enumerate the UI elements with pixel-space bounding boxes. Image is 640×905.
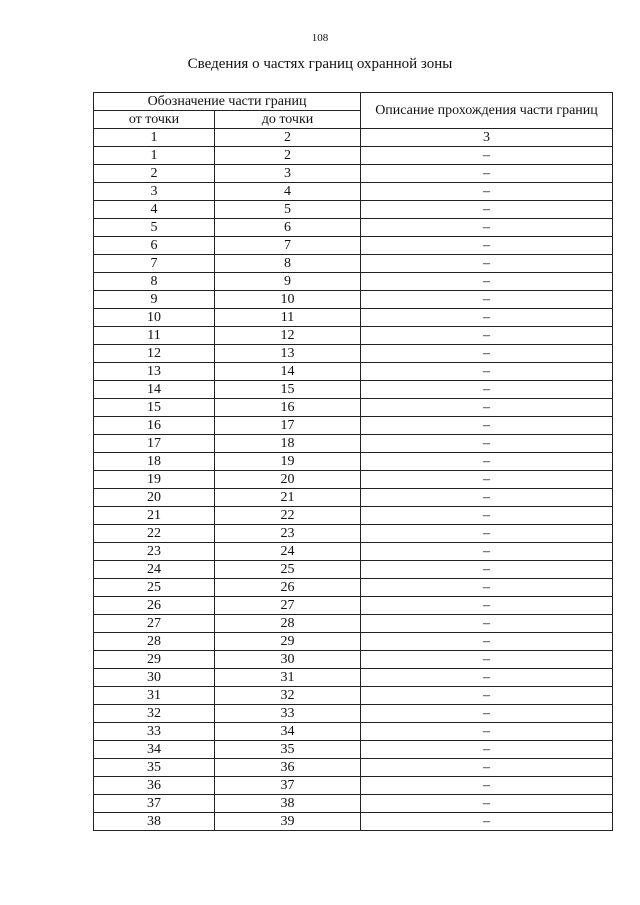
- table-row: [94, 489, 613, 507]
- cell-from-point: 15: [94, 399, 215, 417]
- table-row: [94, 381, 613, 399]
- cell-from-point: 4: [94, 201, 215, 219]
- table-row: [94, 183, 613, 201]
- cell-to-point: 12: [215, 327, 361, 345]
- table-row: [94, 363, 613, 381]
- cell-from-point: 29: [94, 651, 215, 669]
- cell-from-point: 2: [94, 165, 215, 183]
- table-header: [94, 93, 613, 129]
- cell-from-point: 5: [94, 219, 215, 237]
- table-row: [94, 237, 613, 255]
- cell-description: –: [361, 687, 613, 705]
- table-row: [94, 651, 613, 669]
- table-row: [94, 219, 613, 237]
- cell-to-point: 20: [215, 471, 361, 489]
- table-row: [94, 741, 613, 759]
- table-row: [94, 255, 613, 273]
- cell-to-point: 30: [215, 651, 361, 669]
- cell-to-point: 22: [215, 507, 361, 525]
- table-row: [94, 399, 613, 417]
- cell-from-point: 25: [94, 579, 215, 597]
- cell-from-point: 30: [94, 669, 215, 687]
- header-boundary-designation: Обозначение части границ: [94, 93, 361, 111]
- cell-from-point: 22: [94, 525, 215, 543]
- table-row: [94, 669, 613, 687]
- cell-description: –: [361, 543, 613, 561]
- cell-description: –: [361, 471, 613, 489]
- cell-description: –: [361, 597, 613, 615]
- cell-description: –: [361, 435, 613, 453]
- cell-to-point: 39: [215, 813, 361, 831]
- cell-from-point: 18: [94, 453, 215, 471]
- cell-to-point: 36: [215, 759, 361, 777]
- cell-description: –: [361, 291, 613, 309]
- header-description: Описание прохождения части границ: [361, 93, 613, 129]
- table-row: [94, 129, 613, 147]
- cell-from-point: 36: [94, 777, 215, 795]
- cell-from-point: 11: [94, 327, 215, 345]
- cell-description: –: [361, 381, 613, 399]
- cell-to-point: 2: [215, 129, 361, 147]
- cell-description: –: [361, 453, 613, 471]
- cell-description: –: [361, 813, 613, 831]
- cell-from-point: 12: [94, 345, 215, 363]
- cell-description: –: [361, 669, 613, 687]
- header-from-point: от точки: [94, 111, 215, 129]
- cell-to-point: 15: [215, 381, 361, 399]
- page-number: 108: [311, 32, 329, 44]
- cell-from-point: 35: [94, 759, 215, 777]
- cell-to-point: 3: [215, 165, 361, 183]
- cell-description: –: [361, 489, 613, 507]
- cell-from-point: 9: [94, 291, 215, 309]
- cell-to-point: 2: [215, 147, 361, 165]
- cell-description: –: [361, 165, 613, 183]
- cell-to-point: 33: [215, 705, 361, 723]
- cell-to-point: 31: [215, 669, 361, 687]
- cell-description: –: [361, 345, 613, 363]
- cell-description: –: [361, 363, 613, 381]
- table-row: [94, 615, 613, 633]
- table-row: [94, 633, 613, 651]
- cell-description: –: [361, 237, 613, 255]
- table-row: [94, 309, 613, 327]
- cell-from-point: 16: [94, 417, 215, 435]
- cell-description: –: [361, 651, 613, 669]
- cell-to-point: 17: [215, 417, 361, 435]
- table-body: [94, 129, 613, 831]
- table-row: [94, 147, 613, 165]
- cell-from-point: 1: [94, 147, 215, 165]
- cell-description: –: [361, 579, 613, 597]
- table-row: [94, 345, 613, 363]
- table-row: [94, 543, 613, 561]
- cell-description: –: [361, 507, 613, 525]
- cell-to-point: 25: [215, 561, 361, 579]
- table-row: [94, 165, 613, 183]
- table-row: [94, 525, 613, 543]
- cell-from-point: 34: [94, 741, 215, 759]
- cell-from-point: 27: [94, 615, 215, 633]
- cell-description: –: [361, 417, 613, 435]
- cell-from-point: 26: [94, 597, 215, 615]
- cell-description: 3: [361, 129, 613, 147]
- cell-from-point: 7: [94, 255, 215, 273]
- table-row: [94, 201, 613, 219]
- cell-description: –: [361, 147, 613, 165]
- cell-description: –: [361, 255, 613, 273]
- table-row: [94, 597, 613, 615]
- cell-from-point: 28: [94, 633, 215, 651]
- cell-description: –: [361, 201, 613, 219]
- cell-to-point: 8: [215, 255, 361, 273]
- cell-description: –: [361, 399, 613, 417]
- cell-from-point: 20: [94, 489, 215, 507]
- table-row: [94, 579, 613, 597]
- cell-description: –: [361, 309, 613, 327]
- cell-description: –: [361, 723, 613, 741]
- table-row: [94, 561, 613, 579]
- cell-to-point: 5: [215, 201, 361, 219]
- table-row: [94, 687, 613, 705]
- table-row: [94, 507, 613, 525]
- table-row: [94, 777, 613, 795]
- cell-from-point: 33: [94, 723, 215, 741]
- cell-to-point: 35: [215, 741, 361, 759]
- table-row: [94, 291, 613, 309]
- cell-from-point: 24: [94, 561, 215, 579]
- cell-to-point: 32: [215, 687, 361, 705]
- cell-description: –: [361, 777, 613, 795]
- cell-from-point: 6: [94, 237, 215, 255]
- cell-to-point: 26: [215, 579, 361, 597]
- cell-to-point: 34: [215, 723, 361, 741]
- cell-to-point: 38: [215, 795, 361, 813]
- table-row: [94, 327, 613, 345]
- cell-from-point: 1: [94, 129, 215, 147]
- cell-from-point: 3: [94, 183, 215, 201]
- cell-from-point: 21: [94, 507, 215, 525]
- cell-to-point: 29: [215, 633, 361, 651]
- cell-from-point: 17: [94, 435, 215, 453]
- cell-to-point: 11: [215, 309, 361, 327]
- cell-from-point: 23: [94, 543, 215, 561]
- table-row: [94, 795, 613, 813]
- cell-from-point: 38: [94, 813, 215, 831]
- cell-to-point: 24: [215, 543, 361, 561]
- cell-to-point: 19: [215, 453, 361, 471]
- table-row: [94, 723, 613, 741]
- table-row: [94, 273, 613, 291]
- cell-description: –: [361, 759, 613, 777]
- cell-from-point: 31: [94, 687, 215, 705]
- cell-to-point: 18: [215, 435, 361, 453]
- cell-description: –: [361, 273, 613, 291]
- table-row: [94, 705, 613, 723]
- table-row: [94, 759, 613, 777]
- table-row: [94, 417, 613, 435]
- cell-description: –: [361, 741, 613, 759]
- cell-description: –: [361, 183, 613, 201]
- cell-to-point: 37: [215, 777, 361, 795]
- cell-from-point: 10: [94, 309, 215, 327]
- cell-from-point: 13: [94, 363, 215, 381]
- cell-from-point: 19: [94, 471, 215, 489]
- table-row: [94, 453, 613, 471]
- cell-to-point: 9: [215, 273, 361, 291]
- cell-to-point: 14: [215, 363, 361, 381]
- cell-to-point: 23: [215, 525, 361, 543]
- header-row-1: [94, 93, 613, 111]
- boundary-parts-table: [93, 92, 613, 831]
- cell-to-point: 13: [215, 345, 361, 363]
- table-row: [94, 813, 613, 831]
- cell-description: –: [361, 561, 613, 579]
- cell-description: –: [361, 615, 613, 633]
- cell-to-point: 4: [215, 183, 361, 201]
- cell-to-point: 7: [215, 237, 361, 255]
- table-row: [94, 471, 613, 489]
- cell-to-point: 28: [215, 615, 361, 633]
- cell-description: –: [361, 525, 613, 543]
- cell-description: –: [361, 795, 613, 813]
- header-to-point: до точки: [215, 111, 361, 129]
- cell-to-point: 16: [215, 399, 361, 417]
- cell-from-point: 32: [94, 705, 215, 723]
- cell-to-point: 6: [215, 219, 361, 237]
- cell-description: –: [361, 327, 613, 345]
- document-title: Сведения о частях границ охранной зоны: [187, 56, 453, 72]
- cell-from-point: 14: [94, 381, 215, 399]
- cell-to-point: 10: [215, 291, 361, 309]
- cell-to-point: 21: [215, 489, 361, 507]
- table-row: [94, 435, 613, 453]
- cell-description: –: [361, 705, 613, 723]
- cell-from-point: 8: [94, 273, 215, 291]
- cell-description: –: [361, 219, 613, 237]
- cell-to-point: 27: [215, 597, 361, 615]
- cell-description: –: [361, 633, 613, 651]
- cell-from-point: 37: [94, 795, 215, 813]
